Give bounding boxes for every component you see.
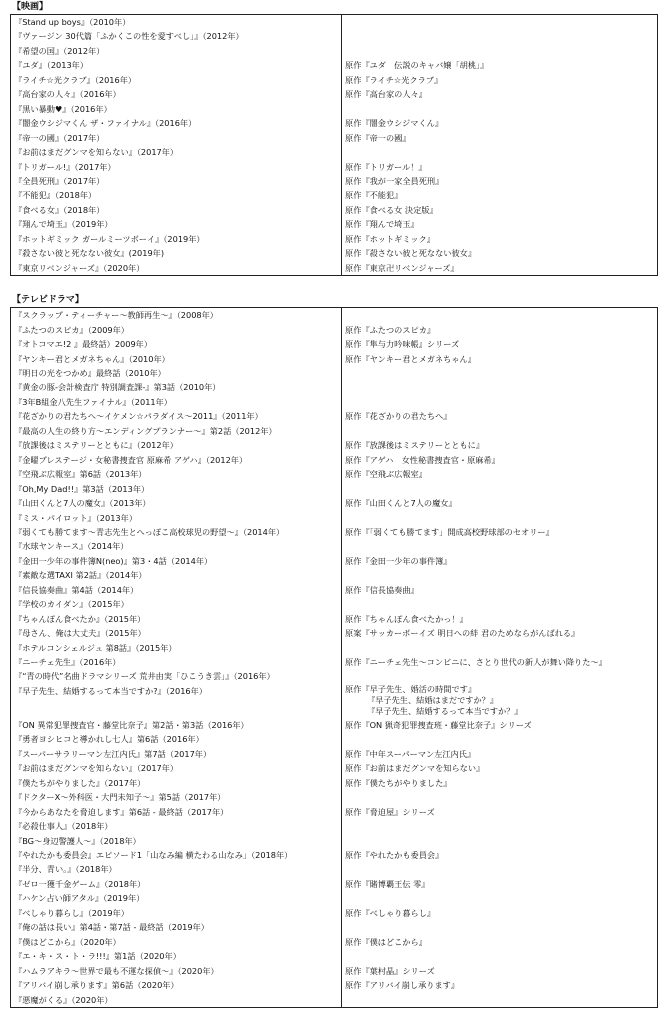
- title-cell: 『ユダ』（2013年）: [11, 58, 342, 72]
- source-cell: [342, 424, 658, 438]
- table-row: [11, 568, 658, 582]
- source-cell: [342, 102, 658, 116]
- title-cell: 『早子先生、結婚するって本当ですか?』（2016年）: [11, 684, 342, 718]
- table-row: [11, 482, 658, 496]
- source-cell: 原作『僕たちがやりました』: [342, 776, 658, 790]
- table-row: [11, 337, 658, 351]
- source-cell: 原作『ふたつのスピカ』: [342, 323, 658, 337]
- source-cell: [342, 597, 658, 611]
- source-cell: 原作『やれたかも委員会』: [342, 848, 658, 862]
- source-cell: [342, 308, 658, 323]
- source-cell: 原作『闇金ウシジマくん』: [342, 116, 658, 130]
- title-cell: 『山田くんと7人の魔女』（2013年）: [11, 496, 342, 510]
- title-cell: 『オトコマエ!2 』最終話）2009年）: [11, 337, 342, 351]
- table-row: [11, 438, 658, 452]
- table-row: [11, 145, 658, 159]
- title-cell: 『スーパーサラリーマン左江内氏』第7話（2017年）: [11, 747, 342, 761]
- source-cell: 原作『ホットギミック』: [342, 232, 658, 246]
- source-cell: 原作『信長協奏曲』: [342, 583, 658, 597]
- source-cell: [342, 29, 658, 43]
- table-row: [11, 935, 658, 949]
- title-cell: 『Stand up boys』（2010年）: [11, 15, 342, 30]
- title-cell: 『ゼロ一獲千金ゲーム』（2018年）: [11, 877, 342, 891]
- title-cell: 『信長協奏曲』第4話（2014年）: [11, 583, 342, 597]
- table-row: [11, 366, 658, 380]
- title-cell: 『翔んで埼玉』（2019年）: [11, 217, 342, 231]
- source-cell: [342, 482, 658, 496]
- source-cell: [342, 732, 658, 746]
- table-row: [11, 395, 658, 409]
- title-cell: 『最高の人生の終り方～エンディングプランナー～』第2話（2012年）: [11, 424, 342, 438]
- source-line: 原作『早子先生、婚活の時間です』: [345, 683, 477, 694]
- title-cell: 『素敵な選TAXI 第2話』（2014年）: [11, 568, 342, 582]
- source-cell: [342, 819, 658, 833]
- title-cell: 『殺さない彼と死なない彼女』(2019年): [11, 246, 342, 260]
- table-row: [11, 308, 658, 323]
- title-cell: 『ふたつのスピカ』（2009年）: [11, 323, 342, 337]
- table-row: [11, 261, 658, 276]
- title-cell: 『ホットギミック ガールミーツボーイ』（2019年）: [11, 232, 342, 246]
- title-cell: 『半分、青い。』（2018年）: [11, 862, 342, 876]
- title-cell: 『やれたかも委員会』エピソード1「山なみ編 横たわる山なみ」（2018年）: [11, 848, 342, 862]
- source-cell: 原作『空飛ぶ広報室』: [342, 467, 658, 481]
- table-row: [11, 453, 658, 467]
- table-row: [11, 655, 658, 669]
- table-row: [11, 58, 658, 72]
- source-cell: [342, 993, 658, 1008]
- title-cell: 『空飛ぶ広報室』第6話（2013年）: [11, 467, 342, 481]
- table-row: [11, 597, 658, 611]
- source-cell: [342, 539, 658, 553]
- table-row: [11, 641, 658, 655]
- title-cell: 『必殺仕事人』（2018年）: [11, 819, 342, 833]
- source-cell: 原作『花ざかりの君たちへ』: [342, 409, 658, 423]
- table-row: [11, 188, 658, 202]
- source-cell: 原作『我が一家全員死刑』: [342, 174, 658, 188]
- table-row: [11, 424, 658, 438]
- source-cell: 原作『食べる女 決定版』: [342, 203, 658, 217]
- source-cell: [342, 366, 658, 380]
- table-row: [11, 920, 658, 934]
- title-cell: 『不能犯』（2018年）: [11, 188, 342, 202]
- title-cell: 『ヤンキー君とメガネちゃん』（2010年）: [11, 352, 342, 366]
- table-row: [11, 718, 658, 732]
- table-row: [11, 467, 658, 481]
- table-row: [11, 732, 658, 746]
- source-cell: [342, 920, 658, 934]
- source-cell: 原作『ヤンキー君とメガネちゃん』: [342, 352, 658, 366]
- title-cell: 『ON 異常犯罪捜査官・藤堂比奈子』第2話・第3話（2016年）: [11, 718, 342, 732]
- table-row: [11, 964, 658, 978]
- title-cell: 『母さん、俺は大丈夫』（2015年）: [11, 626, 342, 640]
- table-row: [11, 131, 658, 145]
- table-row: [11, 819, 658, 833]
- title-cell: 『ニーチェ先生』（2016年）: [11, 655, 342, 669]
- source-cell: [342, 641, 658, 655]
- table-row: [11, 174, 658, 188]
- table-row: [11, 877, 658, 891]
- title-cell: 『ハムラアキラ～世界で最も不運な探偵～』（2020年）: [11, 964, 342, 978]
- title-cell: 『Oh,My Dad!!』第3話（2013年）: [11, 482, 342, 496]
- table-row: [11, 626, 658, 640]
- table-row: [11, 612, 658, 626]
- title-cell: 『高台家の人々』（2016年）: [11, 87, 342, 101]
- title-cell: 『全員死刑』（2017年）: [11, 174, 342, 188]
- source-cell: [342, 790, 658, 804]
- table-row: [11, 747, 658, 761]
- source-cell: 原作『殺さない彼と死なない彼女』: [342, 246, 658, 260]
- source-line: 『早子先生、結婚はまだですか？』: [367, 695, 499, 706]
- source-cell: 原作『山田くんと7人の魔女』: [342, 496, 658, 510]
- title-cell: 『帝一の國』（2017年）: [11, 131, 342, 145]
- table-row: [11, 380, 658, 394]
- table-row: [11, 246, 658, 260]
- table-row: [11, 525, 658, 539]
- source-cell: 原作『ライチ☆光クラブ』: [342, 73, 658, 87]
- source-cell: [342, 44, 658, 58]
- source-cell: [342, 568, 658, 582]
- source-cell: 原作『葉村晶』シリーズ: [342, 964, 658, 978]
- table-row: [11, 790, 658, 804]
- source-cell: 原作『不能犯』: [342, 188, 658, 202]
- table-row: [11, 87, 658, 101]
- source-cell: 原作『中年スーパーマン左江内氏』: [342, 747, 658, 761]
- table-row: [11, 496, 658, 510]
- table-row: [11, 409, 658, 423]
- title-cell: 『金曜プレステージ・女秘書捜査官 原麻希 アゲハ』（2012年）: [11, 453, 342, 467]
- table-row: [11, 44, 658, 58]
- title-cell: 『ヴァージン 30代篇「ふかくこの性を愛すべし」』（2012年）: [11, 29, 342, 43]
- source-cell: 原作『ちゃんぽん食べたかっ！』: [342, 612, 658, 626]
- title-cell: 『学校のカイダン』（2015年）: [11, 597, 342, 611]
- title-cell: 『黄金の豚-会計検査庁 特別調査課-』第3話（2010年）: [11, 380, 342, 394]
- title-cell: 『闇金ウシジマくん ザ・ファイナル』（2016年）: [11, 116, 342, 130]
- dramas-table: [10, 307, 658, 1008]
- title-cell: 『僕はどこから』（2020年）: [11, 935, 342, 949]
- title-cell: 『お前はまだグンマを知らない』（2017年）: [11, 145, 342, 159]
- table-row: [11, 116, 658, 130]
- source-cell: 原作『帝一の國』: [342, 131, 658, 145]
- table-row: [11, 862, 658, 876]
- table-row: [11, 834, 658, 848]
- title-cell: 『黒い暴動♥』（2016年）: [11, 102, 342, 116]
- source-cell: 原作『脅迫屋』シリーズ: [342, 805, 658, 819]
- table-row: [11, 949, 658, 963]
- title-cell: 『ドクターX～外科医・大門未知子～』第5話（2017年）: [11, 790, 342, 804]
- table-row: [11, 906, 658, 920]
- source-cell: [342, 511, 658, 525]
- dramas-section-title: 【テレビドラマ】: [12, 295, 84, 306]
- title-cell: 『明日の光をつかめ』最終話（2010年）: [11, 366, 342, 380]
- table-row: [11, 554, 658, 568]
- table-row: [11, 776, 658, 790]
- table-row: [11, 232, 658, 246]
- movies-section-title: 【映画】: [12, 2, 49, 12]
- source-cell: 原作『隼与力吟味帳』シリーズ: [342, 337, 658, 351]
- source-cell: 原作『アリバイ崩し承ります』: [342, 978, 658, 992]
- source-cell: 原作『アゲハ 女性秘書捜査官・原麻希』: [342, 453, 658, 467]
- source-cell: 原作『べしゃり暮らし』: [342, 906, 658, 920]
- title-cell: 『べしゃり暮らし』（2019年）: [11, 906, 342, 920]
- table-row: [11, 848, 658, 862]
- title-cell: 『俺の話は長い』第4話・第7話 - 最終話（2019年）: [11, 920, 342, 934]
- table-row: [11, 891, 658, 905]
- source-cell: 原作『ユダ 伝説のキャバ嬢「胡桃」』: [342, 58, 658, 72]
- table-row: [11, 684, 658, 718]
- title-cell: 『アリバイ崩し承ります』第6話（2020年）: [11, 978, 342, 992]
- source-cell: 原作『僕はどこから』: [342, 935, 658, 949]
- source-cell: [342, 684, 658, 718]
- source-cell: [342, 145, 658, 159]
- source-cell: 原作『ON 猟奇犯罪捜査班・藤堂比奈子』シリーズ: [342, 718, 658, 732]
- title-cell: 『金田一少年の事件簿N(neo)』第3・4話（2014年）: [11, 554, 342, 568]
- title-cell: 『放課後はミステリーとともに』（2012年）: [11, 438, 342, 452]
- source-cell: 原作『ニーチェ先生～コンビニに、さとり世代の新人が舞い降りた～』: [342, 655, 658, 669]
- source-cell: 原作『翔んで埼玉』: [342, 217, 658, 231]
- table-row: [11, 352, 658, 366]
- source-cell: 原作『金田一少年の事件簿』: [342, 554, 658, 568]
- title-cell: 『お前はまだグンマを知らない』（2017年）: [11, 761, 342, 775]
- source-cell: [342, 862, 658, 876]
- title-cell: 『ホテルコンシェルジュ 第8話』（2015年）: [11, 641, 342, 655]
- title-cell: 『僕たちがやりました』（2017年）: [11, 776, 342, 790]
- table-row: [11, 978, 658, 992]
- source-cell: 原作『東京卍リベンジャーズ』: [342, 261, 658, 276]
- title-cell: 『ちゃんぽん食べたか』（2015年）: [11, 612, 342, 626]
- table-row: [11, 761, 658, 775]
- table-row: [11, 102, 658, 116]
- title-cell: 『トリガール!』（2017年）: [11, 160, 342, 174]
- source-cell: [342, 15, 658, 30]
- title-cell: 『ミス・パイロット』（2013年）: [11, 511, 342, 525]
- title-cell: 『BG～身辺警護人～』（2018年）: [11, 834, 342, 848]
- title-cell: 『東京リベンジャーズ』（2020年）: [11, 261, 342, 276]
- source-cell: [342, 834, 658, 848]
- title-cell: 『弱くても勝てます～青志先生とへっぽこ高校球児の野望～』（2014年）: [11, 525, 342, 539]
- table-row: [11, 583, 658, 597]
- source-cell: [342, 669, 658, 683]
- table-row: [11, 669, 658, 683]
- title-cell: 『“青の時代”名曲ドラマシリーズ 荒井由実「ひこうき雲」』（2016年）: [11, 669, 342, 683]
- table-row: [11, 29, 658, 43]
- title-cell: 『勇者ヨシヒコと導かれし七人』第6話（2016年）: [11, 732, 342, 746]
- title-cell: 『食べる女』（2018年）: [11, 203, 342, 217]
- table-row: [11, 217, 658, 231]
- table-row: [11, 993, 658, 1008]
- filmography-sheet: [10, 0, 656, 1008]
- title-cell: 『今からあなたを脅迫します』第6話 - 最終話（2017年）: [11, 805, 342, 819]
- source-cell: [342, 949, 658, 963]
- title-cell: 『エ・キ・ス・ト・ラ!!!』第1話（2020年）: [11, 949, 342, 963]
- source-cell: [342, 395, 658, 409]
- source-line: 『早子先生、結婚するって本当ですか？』: [367, 706, 523, 717]
- source-cell: 原案『サッカーボーイズ 明日への絆 君のためならがんばれる』: [342, 626, 658, 640]
- source-cell: 原作『「弱くても勝てます」開成高校野球部のセオリー』: [342, 525, 658, 539]
- title-cell: 『希望の国』（2012年）: [11, 44, 342, 58]
- table-row: [11, 511, 658, 525]
- table-row: [11, 203, 658, 217]
- title-cell: 『花ざかりの君たちへ～イケメン☆パラダイス～2011』（2011年）: [11, 409, 342, 423]
- source-cell: [342, 891, 658, 905]
- table-row: [11, 323, 658, 337]
- title-cell: 『ライチ☆光クラブ』（2016年）: [11, 73, 342, 87]
- title-cell: 『悪魔がくる』（2020年）: [11, 993, 342, 1008]
- movies-table: [10, 14, 658, 276]
- title-cell: 『水球ヤンキース』（2014年）: [11, 539, 342, 553]
- table-row: [11, 805, 658, 819]
- table-row: [11, 539, 658, 553]
- source-cell: [342, 380, 658, 394]
- source-cell: 原作『お前はまだグンマを知らない』: [342, 761, 658, 775]
- title-cell: 『3年B組金八先生ファイナル』（2011年）: [11, 395, 342, 409]
- source-cell: 原作『トリガール！』: [342, 160, 658, 174]
- table-row: [11, 73, 658, 87]
- source-cell: 原作『高台家の人々』: [342, 87, 658, 101]
- title-cell: 『スクラップ・ティーチャー～教師再生～』（2008年）: [11, 308, 342, 323]
- title-cell: 『ハケン占い師アタル』（2019年）: [11, 891, 342, 905]
- table-row: [11, 160, 658, 174]
- source-cell: 原作『賭博覇王伝 零』: [342, 877, 658, 891]
- table-row: [11, 15, 658, 30]
- source-cell: 原作『放課後はミステリーとともに』: [342, 438, 658, 452]
